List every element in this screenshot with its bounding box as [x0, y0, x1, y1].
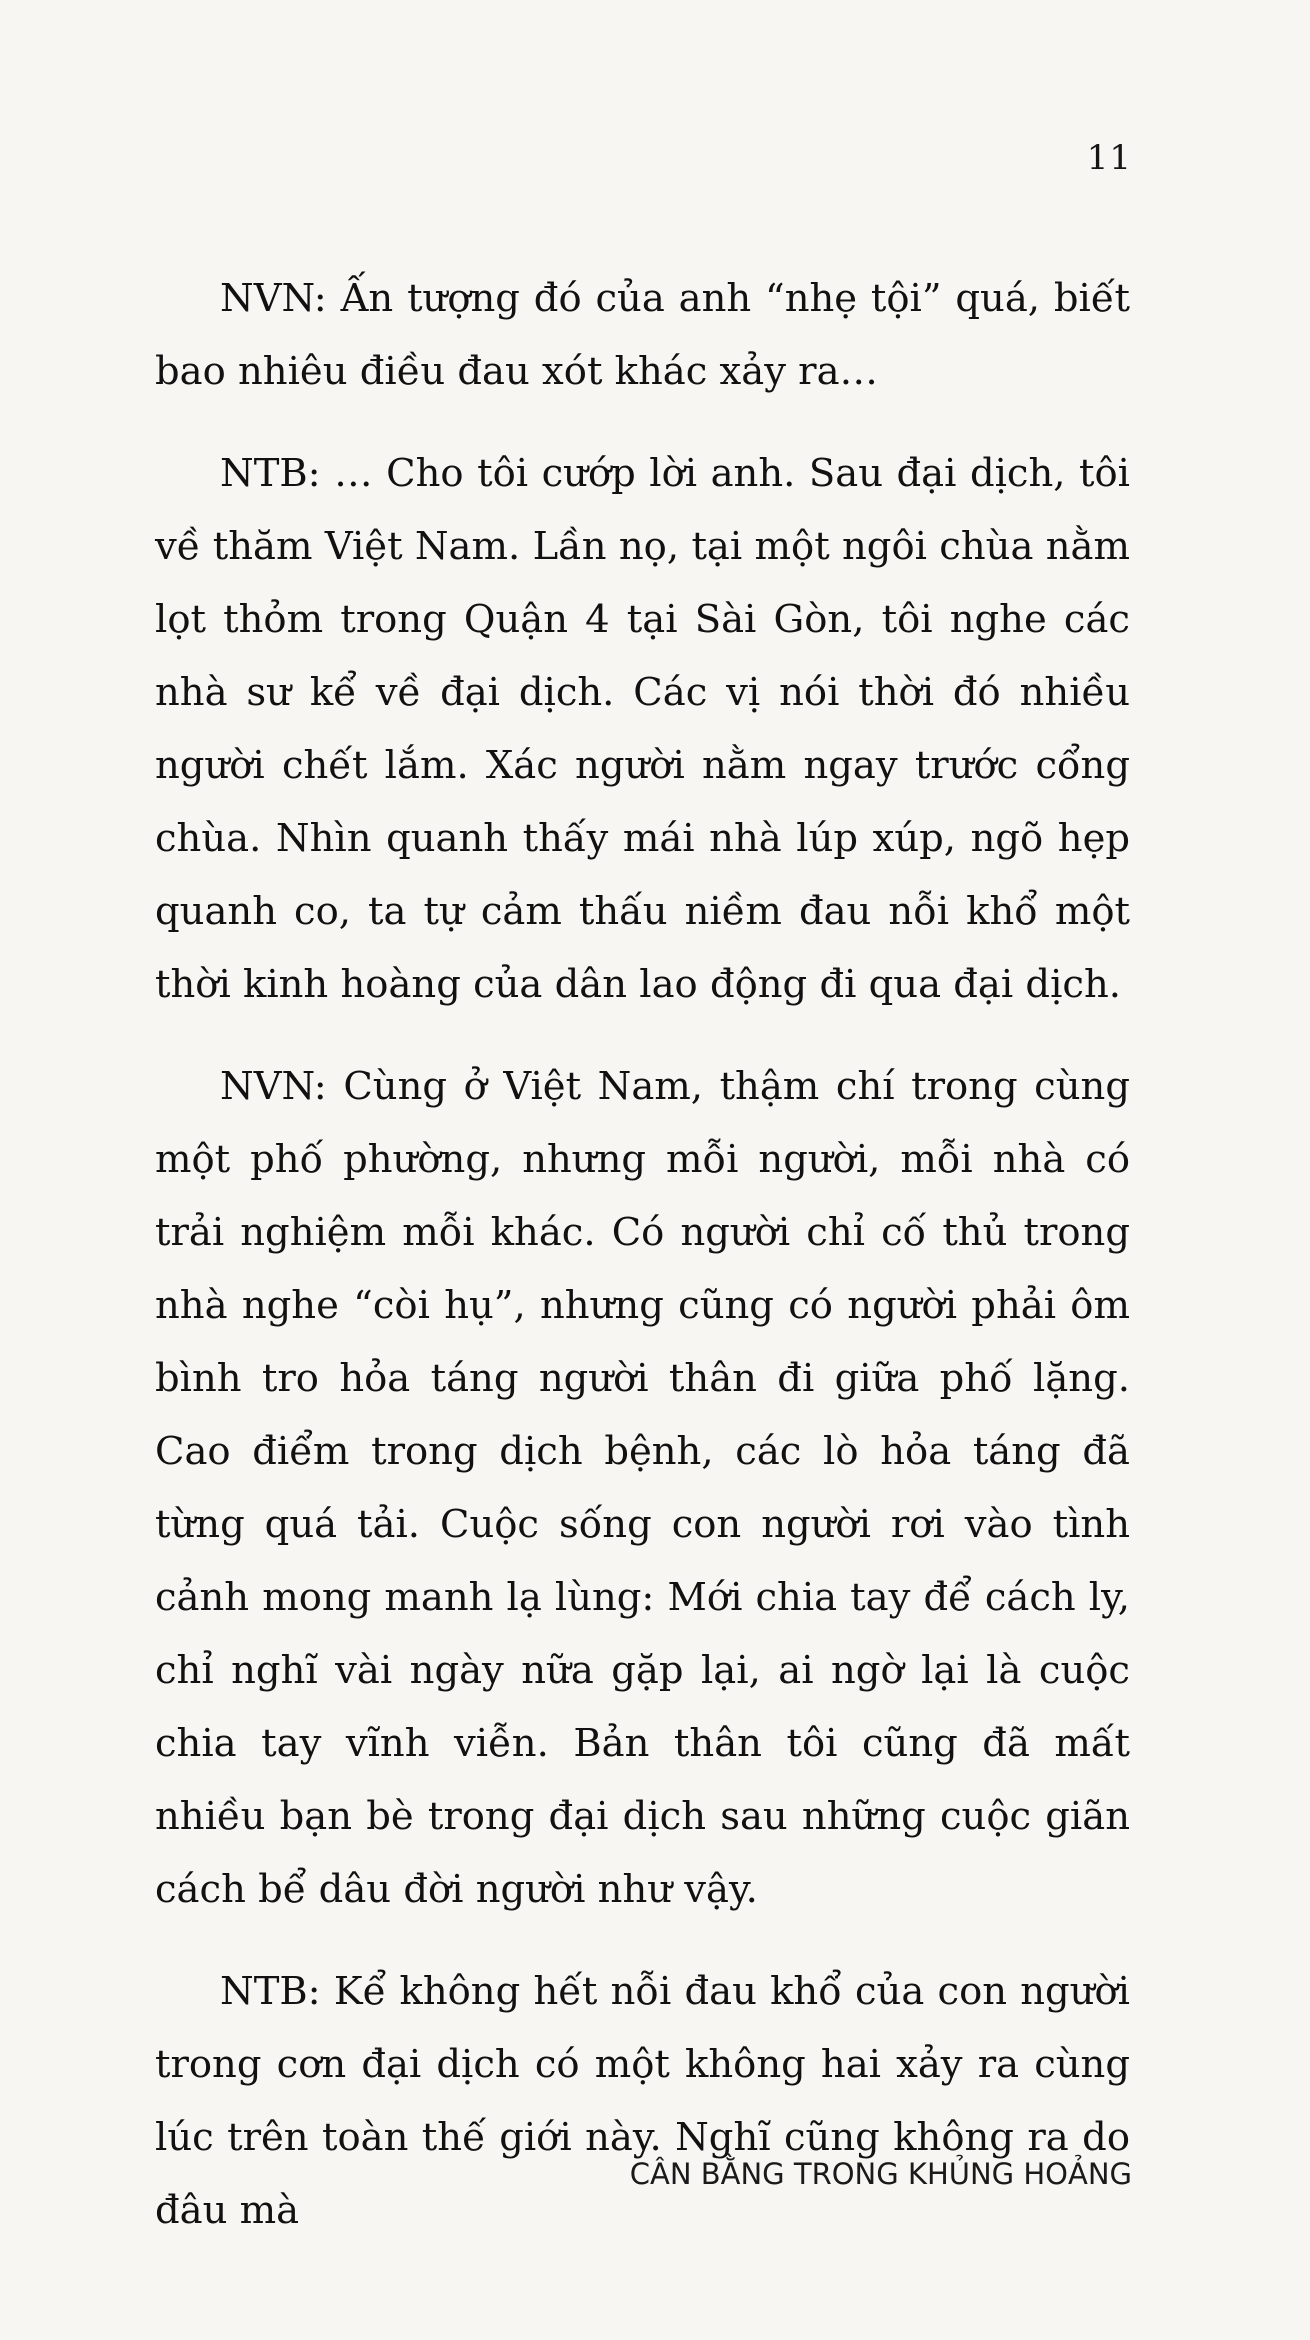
page-body-text	[155, 262, 1130, 2276]
running-footer-book-title: CÂN BẰNG TRONG KHỦNG HOẢNG	[629, 2157, 1132, 2191]
paragraph-nvn-2: NVN: Cùng ở Việt Nam, thậm chí trong cùng một phố phường, nhưng mỗi người, mỗi nhà có trải nghiệm mỗi khác. Có người chỉ cố thủ trong nhà nghe “còi hụ”, nhưng cũng có người phải ôm bình tro hỏa táng người thân đi giữa phố lặng. Cao điểm trong dịch bệnh, các lò hỏa táng đã từng quá tải. Cuộc sống con người rơi vào tình cảnh mong manh lạ lùng: Mới chia tay để cách ly, chỉ nghĩ vài ngày nữa gặp lại, ai ngờ lại là cuộc chia tay vĩnh viễn. Bản thân tôi cũng đã mất nhiều bạn bè trong đại dịch sau những cuộc giãn cách bể dâu đời người như vậy.	[155, 1064, 1130, 1912]
paragraph-nvn-1: NVN: Ấn tượng đó của anh “nhẹ tội” quá, biết bao nhiêu điều đau xót khác xảy ra…	[155, 276, 1130, 394]
paragraph-ntb-1: NTB: … Cho tôi cướp lời anh. Sau đại dịch, tôi về thăm Việt Nam. Lần nọ, tại một ngôi chùa nằm lọt thỏm trong Quận 4 tại Sài Gòn, tôi nghe các nhà sư kể về đại dịch. Các vị nói thời đó nhiều người chết lắm. Xác người nằm ngay trước cổng chùa. Nhìn quanh thấy mái nhà lúp xúp, ngõ hẹp quanh co, ta tự cảm thấu niềm đau nỗi khổ một thời kinh hoàng của dân lao động đi qua đại dịch.	[155, 451, 1130, 1007]
page-number: 11	[1086, 138, 1132, 178]
paragraph-ntb-2: NTB: Kể không hết nỗi đau khổ của con người trong cơn đại dịch có một không hai xảy ra cùng lúc trên toàn thế giới này. Nghĩ cũng không ra do đâu mà	[155, 1969, 1130, 2233]
